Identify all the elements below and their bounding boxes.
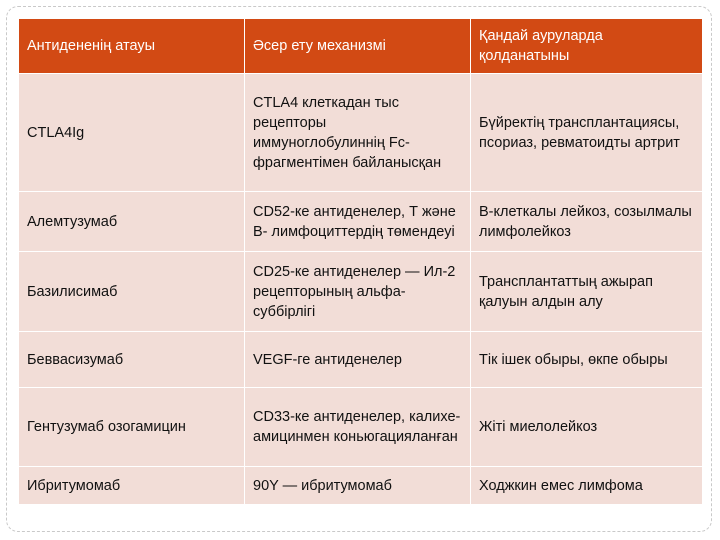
cell-antibody-name: CTLA4Ig — [19, 74, 245, 192]
header-antibody-name: Антидененің атауы — [19, 19, 245, 74]
table-row — [19, 332, 703, 388]
cell-diseases: Тік ішек обыры, өкпе обыры — [471, 332, 703, 388]
table-row — [19, 388, 703, 467]
table-header-row — [19, 19, 703, 74]
cell-antibody-name: Базилисимаб — [19, 252, 245, 332]
cell-mechanism: VEGF-ге антиденелер — [245, 332, 471, 388]
cell-diseases: Ходжкин емес лимфома — [471, 467, 703, 505]
table-row — [19, 74, 703, 192]
cell-antibody-name: Ибритумомаб — [19, 467, 245, 505]
cell-mechanism: CD52-ке антиденелер, Т және В- лимфоциттердің төмендеуі — [245, 192, 471, 252]
cell-antibody-name: Беввасизумаб — [19, 332, 245, 388]
header-mechanism: Әсер ету механизмі — [245, 19, 471, 74]
cell-mechanism: CTLA4 клеткадан тыс рецепторы иммуноглобулиннің Fc-фрагментімен байланысқан — [245, 74, 471, 192]
cell-mechanism: CD33-ке антиденелер, калихе-амицинмен коньюгацияланған — [245, 388, 471, 467]
cell-diseases: Трансплантаттың ажырап қалуын алдын алу — [471, 252, 703, 332]
cell-diseases: Бүйректің трансплантациясы, псориаз, ревматоидты артрит — [471, 74, 703, 192]
cell-mechanism: 90Y — ибритумомаб — [245, 467, 471, 505]
antibody-table — [18, 18, 703, 505]
cell-diseases: Жіті миелолейкоз — [471, 388, 703, 467]
table-row — [19, 467, 703, 505]
cell-diseases: В-клеткалы лейкоз, созылмалы лимфолейкоз — [471, 192, 703, 252]
table-row — [19, 192, 703, 252]
cell-antibody-name: Алемтузумаб — [19, 192, 245, 252]
header-diseases: Қандай ауруларда қолданатыны — [471, 19, 703, 74]
table-row — [19, 252, 703, 332]
cell-antibody-name: Гентузумаб озогамицин — [19, 388, 245, 467]
cell-mechanism: CD25-ке антиденелер — Ил-2 рецепторының альфа-суббірлігі — [245, 252, 471, 332]
